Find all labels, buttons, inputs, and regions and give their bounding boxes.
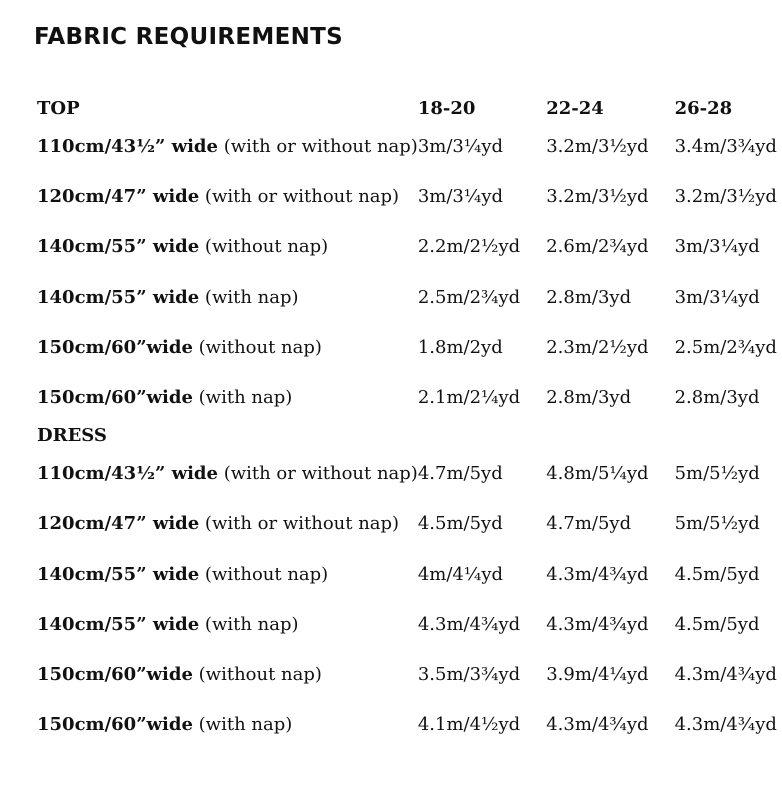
quantity-cell: 3.2m/3½yd [546,186,649,208]
fabric-width: 140cm/55” wide [37,286,200,308]
fabric-nap-note: (with nap) [192,387,293,409]
fabric-nap-note: (without nap) [199,563,329,585]
fabric-nap-note: (with nap) [199,613,299,635]
fabric-nap-note: (with nap) [199,286,299,308]
fabric-nap-note: (with or without nap) [217,136,418,158]
quantity-cell: 3.9m/4¼yd [546,663,649,685]
quantity-cell: 4.7m/5yd [417,463,503,485]
quantity-cell: 2.5m/2¾yd [417,286,521,308]
fabric-width: 140cm/55” wide [37,236,200,258]
table-row [37,172,782,222]
fabric-cell [37,122,418,172]
fabric-nap-note: (with nap) [192,714,293,736]
quantity-cell: 4.3m/4¾yd [674,663,777,685]
quantity-cell: 4.7m/5yd [546,513,632,535]
fabric-width: 120cm/47” wide [37,186,200,208]
section-header-dress [37,423,782,449]
fabric-width: 150cm/60”wide [37,336,193,358]
quantity-cell: 4.3m/4¾yd [546,613,649,635]
fabric-cell [37,222,418,272]
quantity-cell: 5m/5½yd [674,463,760,485]
quantity-cell: 4.5m/5yd [674,613,760,635]
fabric-width: 140cm/55” wide [37,563,200,585]
fabric-width: 120cm/47” wide [37,513,200,535]
fabric-cell [37,172,418,222]
fabric-nap-note: (without nap) [192,663,322,685]
fabric-cell [37,550,418,600]
fabric-nap-note: (without nap) [199,236,329,258]
fabric-width: 140cm/55” wide [37,613,200,635]
fabric-cell [37,449,418,499]
quantity-cell: 3.4m/3¾yd [674,136,777,158]
table-row [37,122,782,172]
quantity-cell: 3m/3¼yd [674,286,760,308]
fabric-width: 110cm/43½” wide [37,136,218,158]
fabric-width: 110cm/43½” wide [37,463,218,485]
table-row [37,650,782,700]
quantity-cell: 4.3m/4¾yd [674,714,777,736]
quantity-cell: 3m/3¼yd [417,186,504,208]
section-label-dress: DRESS [37,425,107,447]
quantity-cell: 4.1m/4½yd [417,714,521,736]
table-row [37,323,782,373]
quantity-cell: 2.5m/2¾yd [674,336,777,358]
page-title: FABRIC REQUIREMENTS [34,24,343,50]
table-row [37,550,782,600]
fabric-cell [37,499,418,549]
quantity-cell: 2.6m/2¾yd [546,236,649,258]
quantity-cell: 3m/3¼yd [674,236,760,258]
quantity-cell: 3.2m/3½yd [674,186,777,208]
section-header-top [37,96,782,122]
fabric-cell [37,700,418,750]
table-row [37,600,782,650]
quantity-cell: 3m/3¼yd [417,136,504,158]
section-label-top: TOP [37,98,80,119]
quantity-cell: 4.5m/5yd [417,513,503,535]
quantity-cell: 2.8m/3yd [546,387,632,409]
quantity-cell: 4m/4¼yd [417,563,504,585]
table-row [37,273,782,323]
table-row [37,499,782,549]
quantity-cell: 2.3m/2½yd [546,336,649,358]
quantity-cell: 3.5m/3¾yd [417,663,521,685]
quantity-cell: 4.3m/4¾yd [417,613,521,635]
size-header-18-20: 18-20 [417,98,476,119]
table-row [37,373,782,423]
quantity-cell: 4.3m/4¾yd [546,563,649,585]
quantity-cell: 2.8m/3yd [546,286,632,308]
fabric-width: 150cm/60”wide [37,663,193,685]
fabric-nap-note: (without nap) [192,336,322,358]
table-row [37,700,782,750]
quantity-cell: 4.5m/5yd [674,563,760,585]
table-row [37,449,782,499]
fabric-width: 150cm/60”wide [37,714,193,736]
quantity-cell: 1.8m/2yd [417,336,503,358]
fabric-cell [37,323,418,373]
table-row [37,222,782,272]
fabric-width: 150cm/60”wide [37,387,193,409]
fabric-nap-note: (with or without nap) [217,463,418,485]
fabric-requirements-table [37,96,782,750]
size-header-22-24: 22-24 [546,98,604,119]
fabric-cell [37,600,418,650]
quantity-cell: 3.2m/3½yd [546,136,649,158]
quantity-cell: 5m/5½yd [674,513,760,535]
fabric-cell [37,650,418,700]
quantity-cell: 4.3m/4¾yd [546,714,649,736]
quantity-cell: 2.8m/3yd [674,387,760,409]
quantity-cell: 2.2m/2½yd [417,236,521,258]
quantity-cell: 2.1m/2¼yd [417,387,521,409]
size-header-26-28: 26-28 [674,98,733,119]
fabric-nap-note: (with or without nap) [199,186,400,208]
fabric-cell [37,373,418,423]
quantity-cell: 4.8m/5¼yd [546,463,649,485]
fabric-nap-note: (with or without nap) [199,513,400,535]
fabric-cell [37,273,418,323]
